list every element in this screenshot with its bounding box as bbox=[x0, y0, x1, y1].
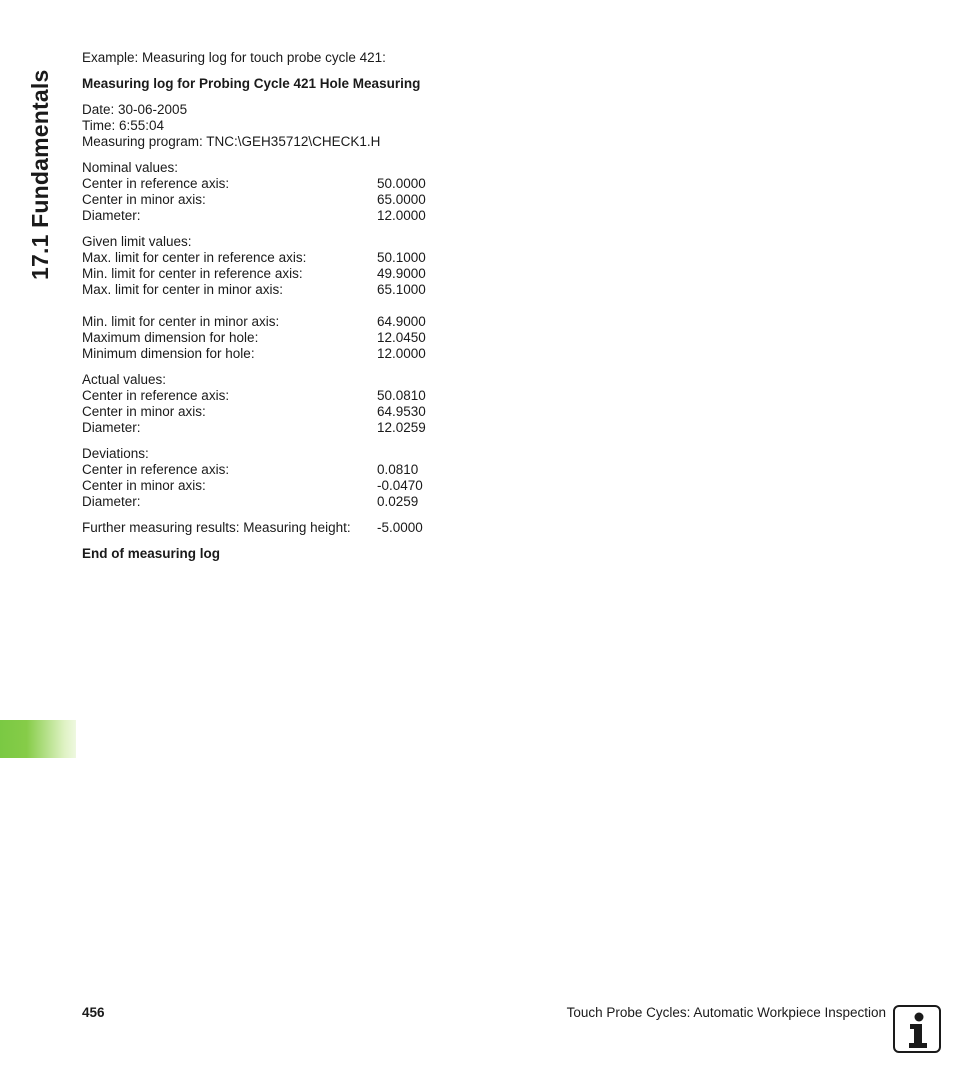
end-of-log: End of measuring log bbox=[82, 546, 221, 561]
limits-row: Max. limit for center in reference axis: 50.1000 bbox=[82, 250, 426, 265]
chapter-tab-marker bbox=[0, 720, 76, 758]
nominal-row: Diameter: 12.0000 bbox=[82, 208, 426, 223]
footer-chapter-title: Touch Probe Cycles: Automatic Workpiece Inspection bbox=[566, 1005, 886, 1020]
actual-row: Diameter: 12.0259 bbox=[82, 420, 426, 435]
further-results-row: Further measuring results: Measuring height: -5.0000 bbox=[82, 520, 423, 535]
log-date: Date: 30-06-2005 bbox=[82, 102, 188, 117]
deviations-row: Diameter: 0.0259 bbox=[82, 494, 419, 509]
log-time: Time: 6:55:04 bbox=[82, 118, 165, 133]
info-icon bbox=[893, 1005, 941, 1053]
actual-heading: Actual values: bbox=[82, 372, 167, 387]
nominal-heading: Nominal values: bbox=[82, 160, 179, 175]
nominal-row: Center in reference axis: 50.0000 bbox=[82, 176, 426, 191]
deviations-row: Center in reference axis: 0.0810 bbox=[82, 462, 419, 477]
actual-row: Center in reference axis: 50.0810 bbox=[82, 388, 426, 403]
intro-text: Example: Measuring log for touch probe cycle 421: bbox=[82, 50, 386, 65]
limits-heading: Given limit values: bbox=[82, 234, 192, 249]
info-glyph bbox=[895, 1007, 939, 1051]
deviations-heading: Deviations: bbox=[82, 446, 149, 461]
actual-row: Center in minor axis: 64.9530 bbox=[82, 404, 426, 419]
limits-row: Min. limit for center in minor axis: 64.9000 bbox=[82, 314, 426, 329]
deviations-row: Center in minor axis: -0.0470 bbox=[82, 478, 423, 493]
log-program: Measuring program: TNC:\GEH35712\CHECK1.H bbox=[82, 134, 381, 149]
page-number: 456 bbox=[82, 1005, 105, 1020]
limits-row: Maximum dimension for hole: 12.0450 bbox=[82, 330, 426, 345]
nominal-row: Center in minor axis: 65.0000 bbox=[82, 192, 426, 207]
limits-row: Min. limit for center in reference axis: 49.9000 bbox=[82, 266, 426, 281]
chapter-section-title: 17.1 Fundamentals bbox=[27, 69, 53, 280]
log-title: Measuring log for Probing Cycle 421 Hole Measuring bbox=[82, 76, 421, 91]
document-body bbox=[82, 50, 542, 562]
limits-row: Max. limit for center in minor axis: 65.1000 bbox=[82, 282, 426, 297]
limits-row: Minimum dimension for hole: 12.0000 bbox=[82, 346, 426, 361]
